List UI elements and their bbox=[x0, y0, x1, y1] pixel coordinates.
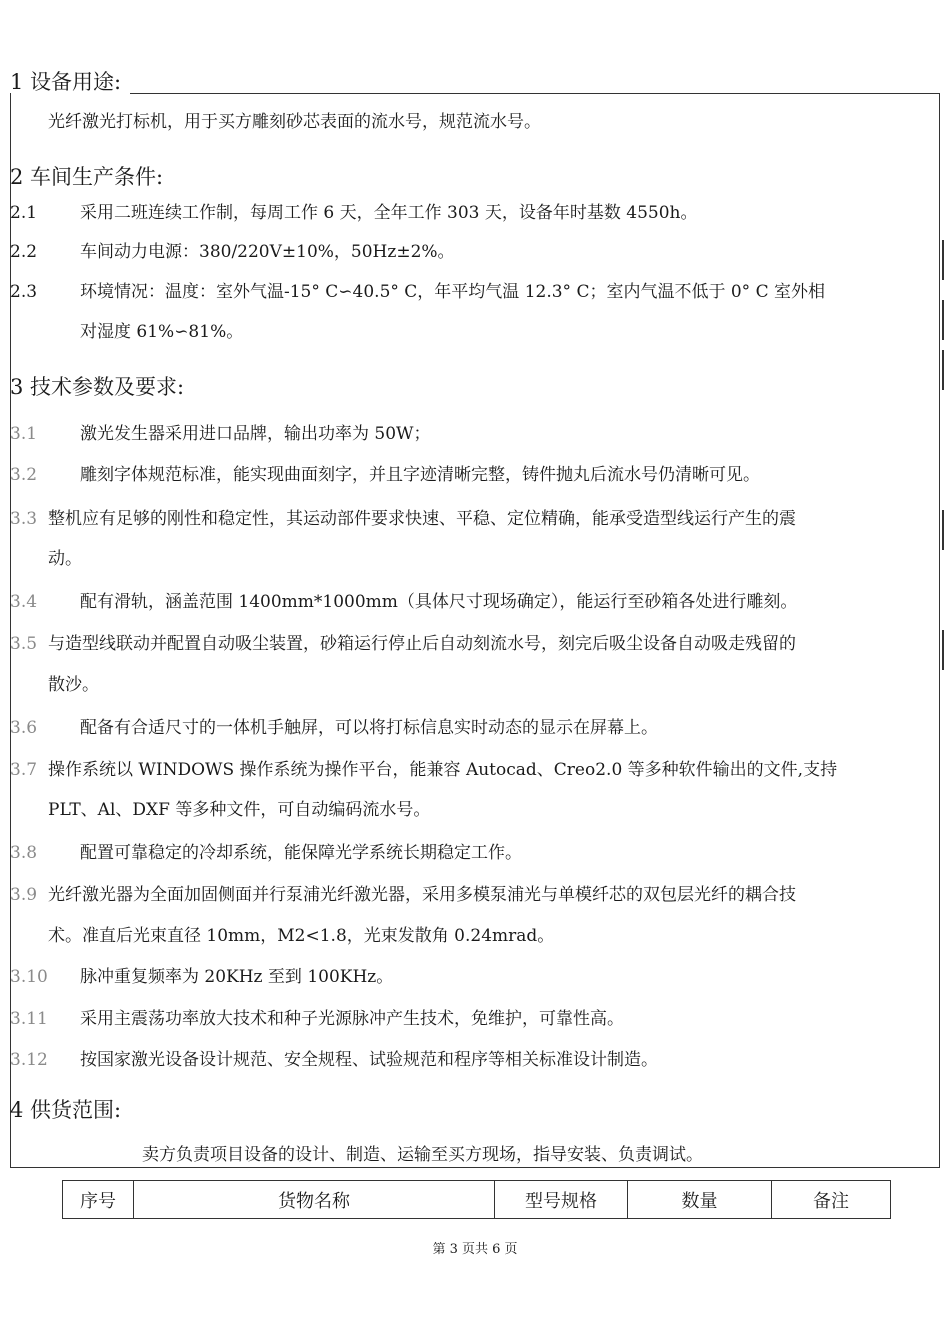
item-number: 3.6 bbox=[10, 718, 38, 738]
item-text: 操作系统以 WINDOWS 操作系统为操作平台，能兼容 Autocad、Creo2.0 等多种软件输出的文件,支持 bbox=[48, 760, 838, 780]
item-text: 脉冲重复频率为 20KHz 至到 100KHz。 bbox=[80, 967, 394, 987]
item-number: 2.3 bbox=[10, 282, 38, 302]
right-edge-mark bbox=[938, 300, 944, 340]
section-4-heading: 4 供货范围: bbox=[10, 1098, 122, 1122]
item-text: 激光发生器采用进口品牌，输出功率为 50W； bbox=[80, 424, 431, 444]
item-number: 3.5 bbox=[10, 634, 38, 654]
item-text: 环境情况：温度：室外气温-15° C∽40.5° C，年平均气温 12.3° C；室内气温不低于 0° C 室外相 bbox=[80, 282, 825, 302]
item-number: 2.2 bbox=[10, 242, 38, 262]
right-edge-mark bbox=[938, 240, 944, 280]
item-number: 3.10 bbox=[10, 967, 48, 987]
item-text: 按国家激光设备设计规范、安全规程、试验规范和程序等相关标准设计制造。 bbox=[80, 1050, 658, 1070]
item-text: 雕刻字体规范标准，能实现曲面刻字，并且字迹清晰完整，铸件抛丸后流水号仍清晰可见。 bbox=[80, 465, 760, 485]
item-number: 3.4 bbox=[10, 592, 38, 612]
table-header-cell: 型号规格 bbox=[495, 1181, 628, 1219]
item-text-continued: 动。 bbox=[48, 549, 82, 569]
item-text: 配有滑轨，涵盖范围 1400mm*1000mm（具体尺寸现场确定），能运行至砂箱各处进行雕刻。 bbox=[80, 592, 798, 612]
table-header-cell: 数量 bbox=[628, 1181, 772, 1219]
section-3-heading: 3 技术参数及要求: bbox=[10, 375, 185, 399]
table-header-row bbox=[63, 1181, 891, 1219]
item-number: 3.3 bbox=[10, 509, 38, 529]
item-text: 车间动力电源：380/220V±10%，50Hz±2%。 bbox=[80, 242, 455, 262]
table-header-cell: 序号 bbox=[63, 1181, 134, 1219]
item-text-continued: 术。准直后光束直径 10mm，M2<1.8，光束发散角 0.24mrad。 bbox=[48, 926, 555, 946]
item-text-continued: PLT、Al、DXF 等多种文件，可自动编码流水号。 bbox=[48, 800, 431, 820]
item-text: 配备有合适尺寸的一体机手触屏，可以将打标信息实时动态的显示在屏幕上。 bbox=[80, 718, 658, 738]
table-header-cell: 备注 bbox=[772, 1181, 891, 1219]
item-text: 采用二班连续工作制，每周工作 6 天，全年工作 303 天，设备年时基数 4550h。 bbox=[80, 203, 698, 223]
item-text: 光纤激光器为全面加固侧面并行泵浦光纤激光器，采用多模泵浦光与单模纤芯的双包层光纤的耦合技 bbox=[48, 885, 796, 905]
section-1-heading: 1 设备用途: bbox=[10, 70, 122, 94]
item-number: 3.2 bbox=[10, 465, 38, 485]
item-number: 2.1 bbox=[10, 203, 38, 223]
item-number: 3.11 bbox=[10, 1009, 48, 1029]
section-2-heading: 2 车间生产条件: bbox=[10, 165, 164, 189]
section-1-text: 光纤激光打标机，用于买方雕刻砂芯表面的流水号，规范流水号。 bbox=[48, 112, 541, 132]
item-text-continued: 散沙。 bbox=[48, 675, 99, 695]
right-edge-mark bbox=[938, 630, 944, 670]
item-text: 与造型线联动并配置自动吸尘装置，砂箱运行停止后自动刻流水号，刻完后吸尘设备自动吸走残留的 bbox=[48, 634, 796, 654]
page-footer: 第 3 页共 6 页 bbox=[432, 1242, 518, 1257]
table-header-cell: 货物名称 bbox=[134, 1181, 495, 1219]
item-number: 3.7 bbox=[10, 760, 38, 780]
item-text-continued: 对湿度 61%∽81%。 bbox=[80, 322, 244, 342]
item-number: 3.9 bbox=[10, 885, 38, 905]
right-edge-mark bbox=[938, 510, 944, 550]
item-number: 3.1 bbox=[10, 424, 38, 444]
item-text: 采用主震荡功率放大技术和种子光源脉冲产生技术，免维护，可靠性高。 bbox=[80, 1009, 624, 1029]
item-number: 3.12 bbox=[10, 1050, 48, 1070]
item-number: 3.8 bbox=[10, 843, 38, 863]
item-text: 配置可靠稳定的冷却系统，能保障光学系统长期稳定工作。 bbox=[80, 843, 522, 863]
goods-table bbox=[62, 1180, 891, 1219]
item-text: 整机应有足够的刚性和稳定性，其运动部件要求快速、平稳、定位精确，能承受造型线运行产生的震 bbox=[48, 509, 796, 529]
frame-top-border bbox=[130, 93, 940, 94]
right-edge-mark bbox=[938, 350, 944, 390]
section-4-text: 卖方负责项目设备的设计、制造、运输至买方现场，指导安装、负责调试。 bbox=[142, 1145, 703, 1165]
